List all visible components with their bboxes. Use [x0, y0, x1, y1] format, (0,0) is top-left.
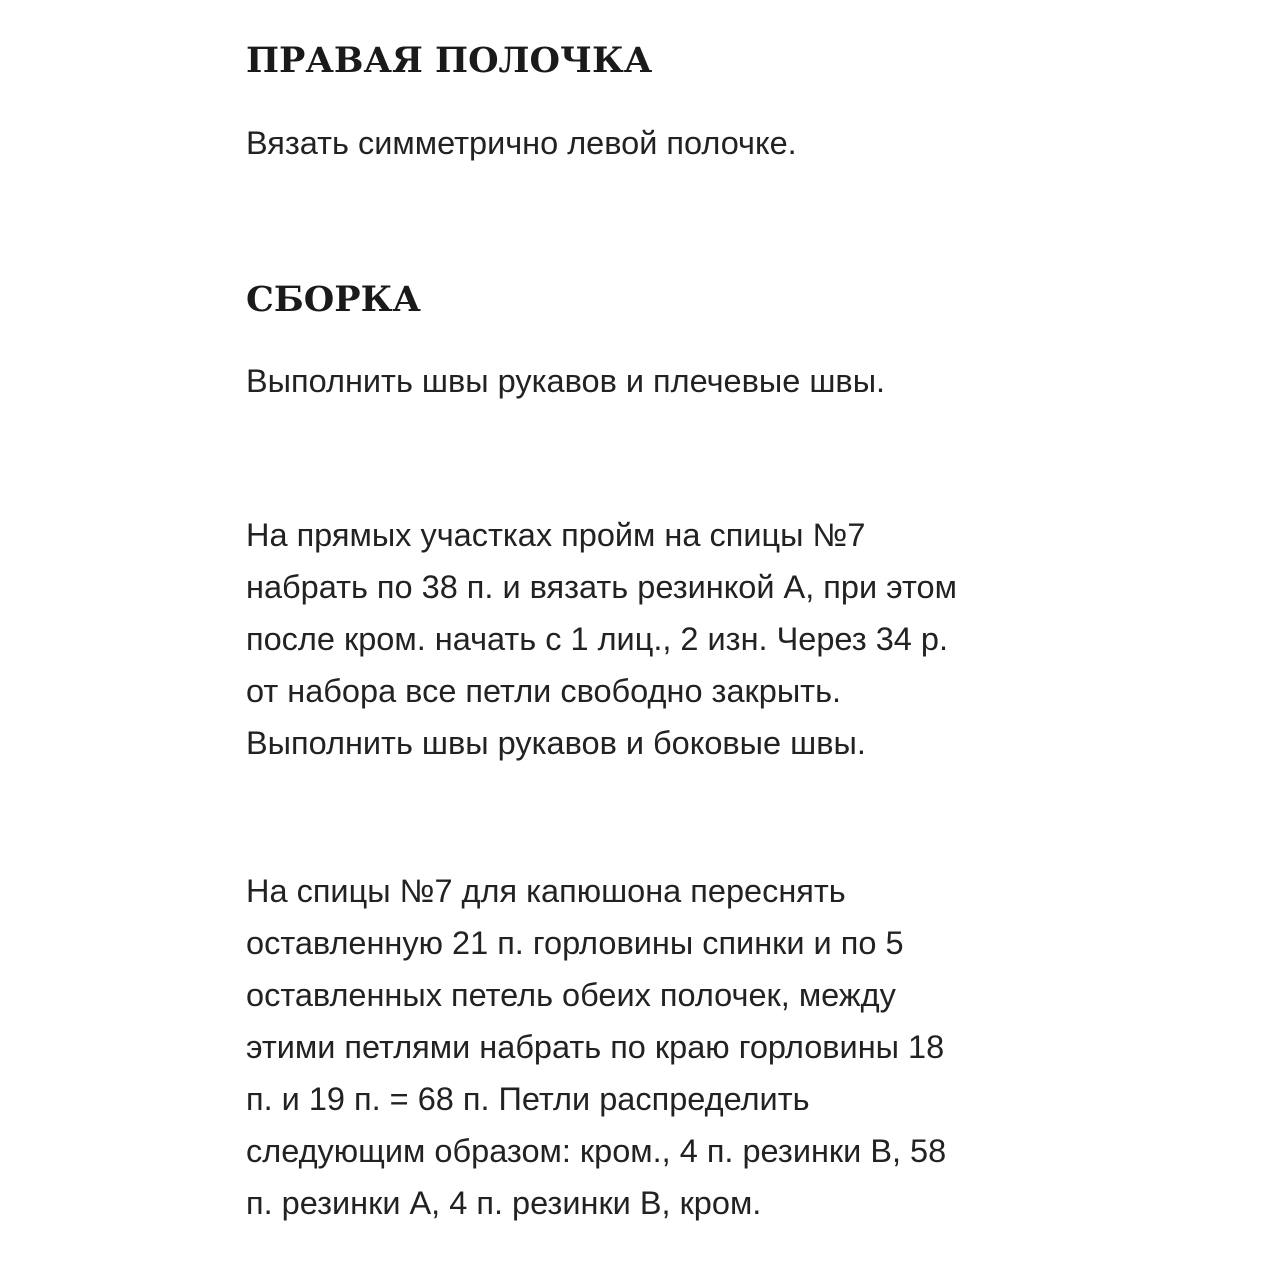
text-line: набрать по 38 п. и вязать резинкой А, при этом — [246, 569, 957, 605]
text-line: п. и 19 п. = 68 п. Петли распределить — [246, 1081, 810, 1117]
text-line: На спицы №7 для капюшона переснять — [246, 873, 846, 909]
paragraph-armhole-ribbing — [246, 509, 957, 769]
text-line: п. резинки А, 4 п. резинки В, кром. — [246, 1185, 762, 1221]
section-heading-right-front: ПРАВАЯ ПОЛОЧКА — [246, 40, 653, 81]
paragraph-assembly-seams — [246, 355, 885, 407]
text-line: следующим образом: кром., 4 п. резинки В, 58 — [246, 1133, 947, 1169]
text-line: оставленную 21 п. горловины спинки и по 5 — [246, 925, 904, 961]
section-heading-assembly: СБОРКА — [246, 279, 421, 320]
text-line: Вязать симметрично левой полочке. — [246, 125, 797, 161]
text-line: этими петлями набрать по краю горловины 18 — [246, 1029, 945, 1065]
text-line: оставленных петель обеих полочек, между — [246, 977, 896, 1013]
text-line: от набора все петли свободно закрыть. — [246, 673, 842, 709]
text-line: Выполнить швы рукавов и плечевые швы. — [246, 363, 886, 399]
text-line: Выполнить швы рукавов и боковые швы. — [246, 725, 866, 761]
text-line: На прямых участках пройм на спицы №7 — [246, 517, 866, 553]
paragraph-right-front-instruction — [246, 117, 797, 169]
text-line: после кром. начать с 1 лиц., 2 изн. Через 34 р. — [246, 621, 948, 657]
paragraph-hood — [246, 865, 946, 1229]
